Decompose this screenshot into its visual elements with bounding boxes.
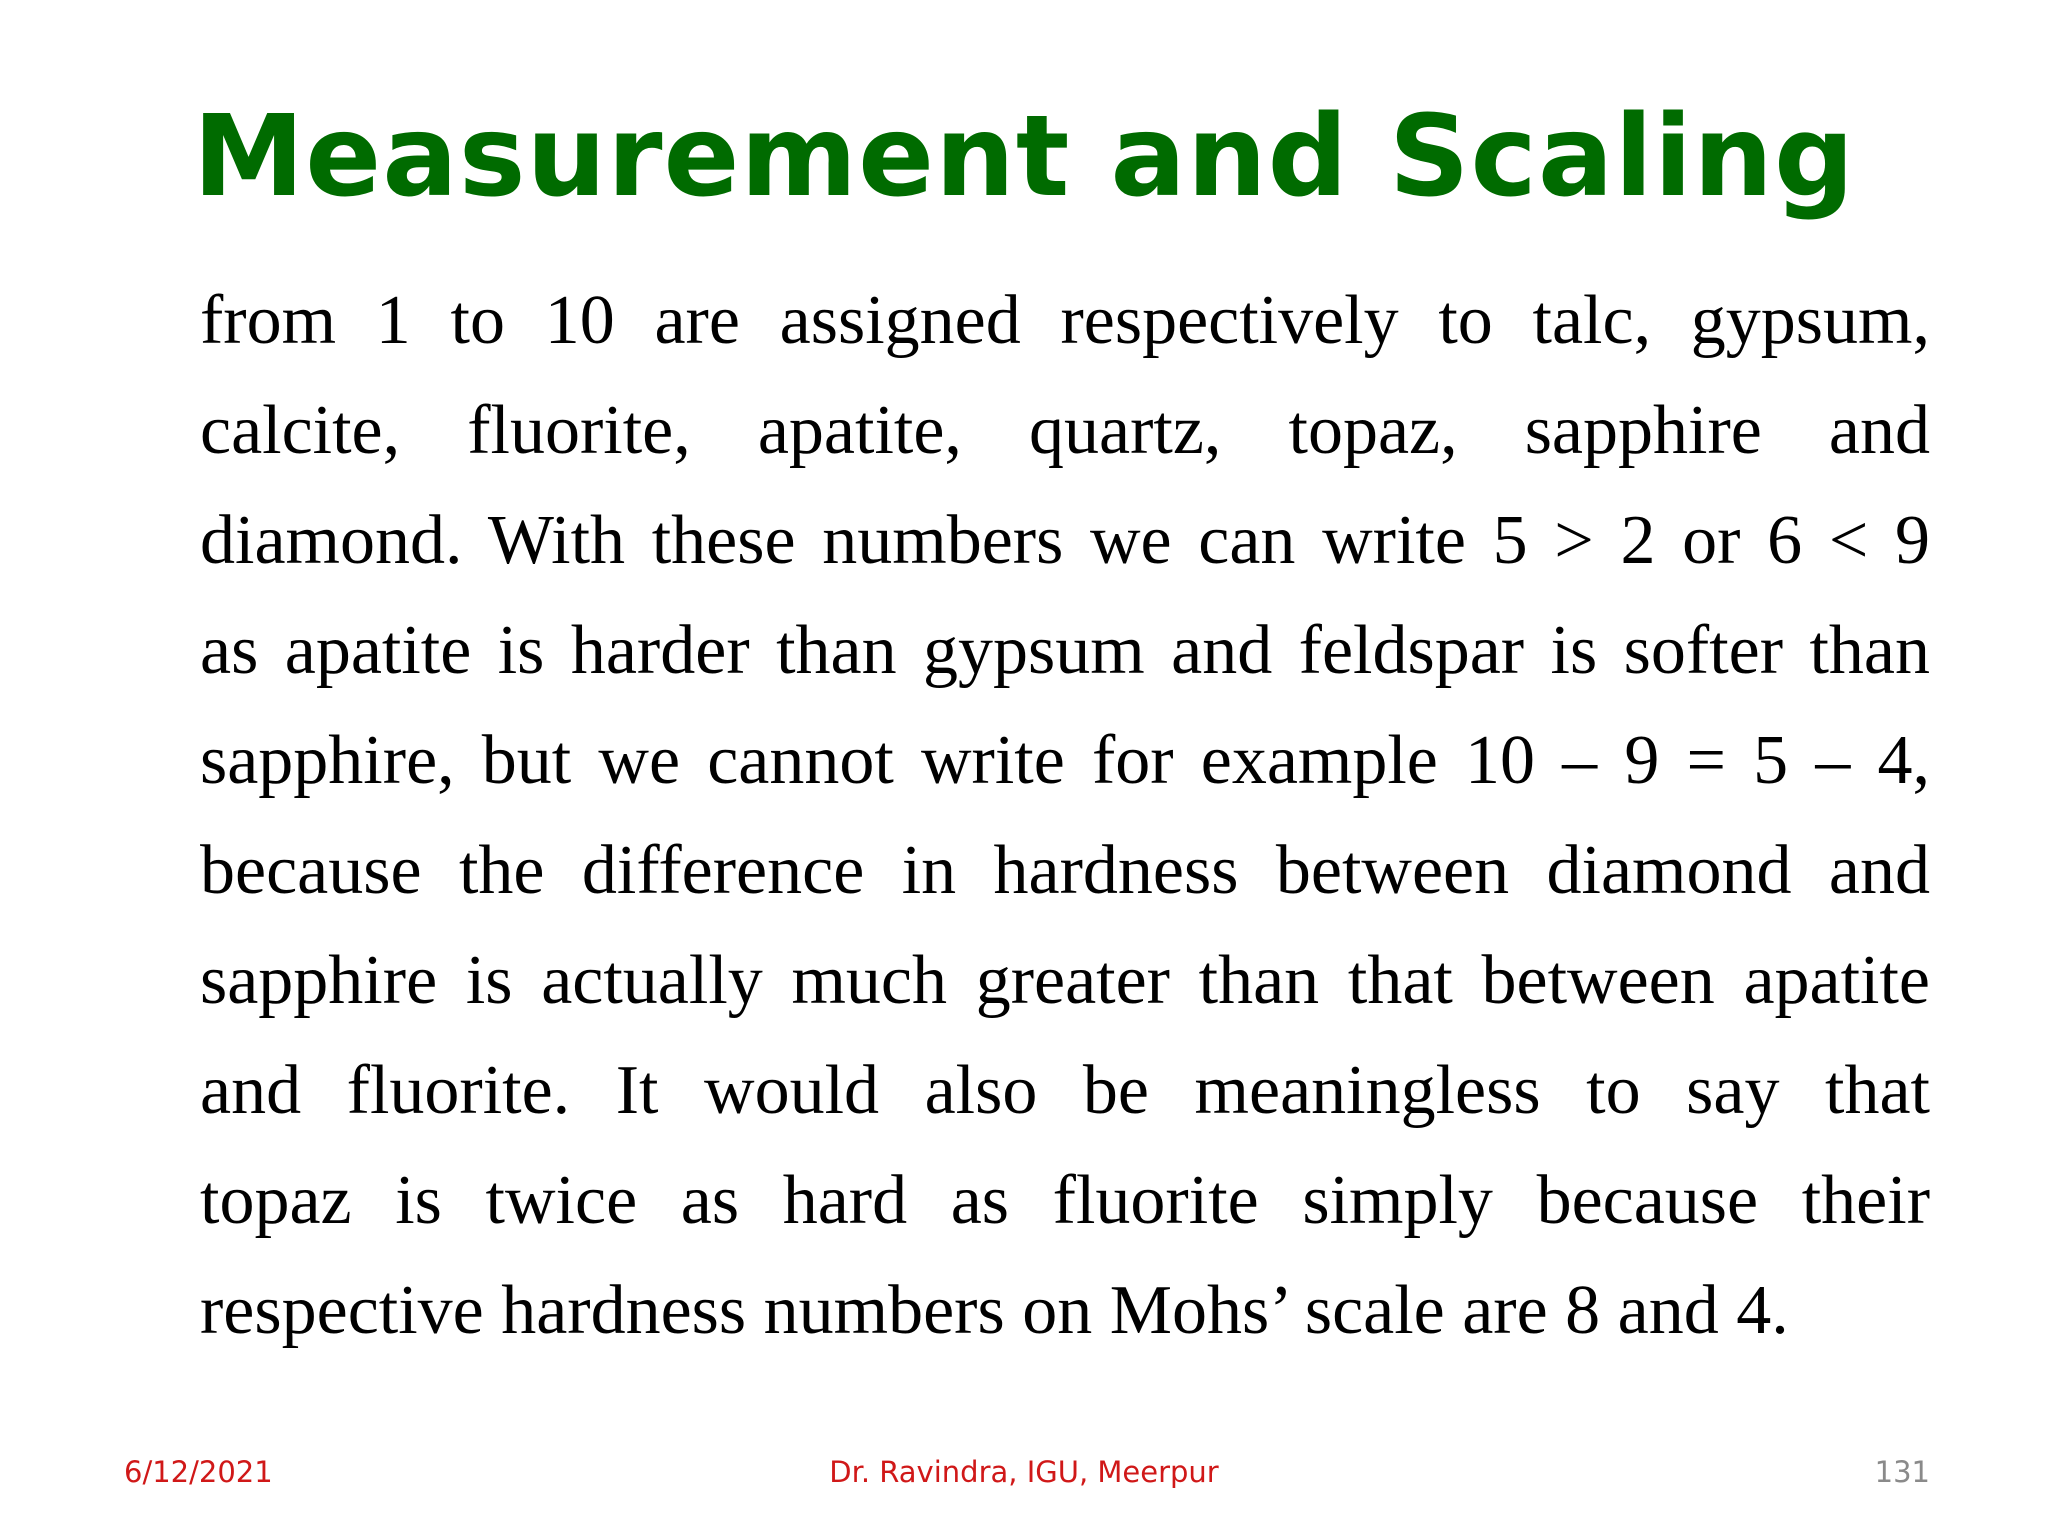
body-line: diamond. With these numbers we can write 5 > 2 or 6 < 9 [200, 502, 1930, 579]
body-line: and fluorite. It would also be meaningless to say that [200, 1052, 1930, 1129]
body-line: from 1 to 10 are assigned respectively to talc, gypsum, [200, 282, 1930, 359]
body-line: calcite, fluorite, apatite, quartz, topaz, sapphire and [200, 392, 1930, 469]
slide-title: Measurement and Scaling [192, 92, 1856, 222]
body-line: sapphire, but we cannot write for example 10 – 9 = 5 – 4, [200, 722, 1930, 799]
body-line: topaz is twice as hard as fluorite simply because their [200, 1162, 1930, 1239]
body-line: as apatite is harder than gypsum and feldspar is softer than [200, 612, 1930, 689]
body-line: because the difference in hardness between diamond and [200, 832, 1930, 909]
footer-author: Dr. Ravindra, IGU, Meerpur [829, 1455, 1219, 1489]
body-line: sapphire is actually much greater than that between apatite [200, 942, 1930, 1019]
page-number: 131 [1874, 1455, 1930, 1489]
body-line: respective hardness numbers on Mohs’ scale are 8 and 4. [200, 1272, 1789, 1349]
footer-date: 6/12/2021 [124, 1455, 273, 1489]
slide-body [200, 266, 1930, 1366]
